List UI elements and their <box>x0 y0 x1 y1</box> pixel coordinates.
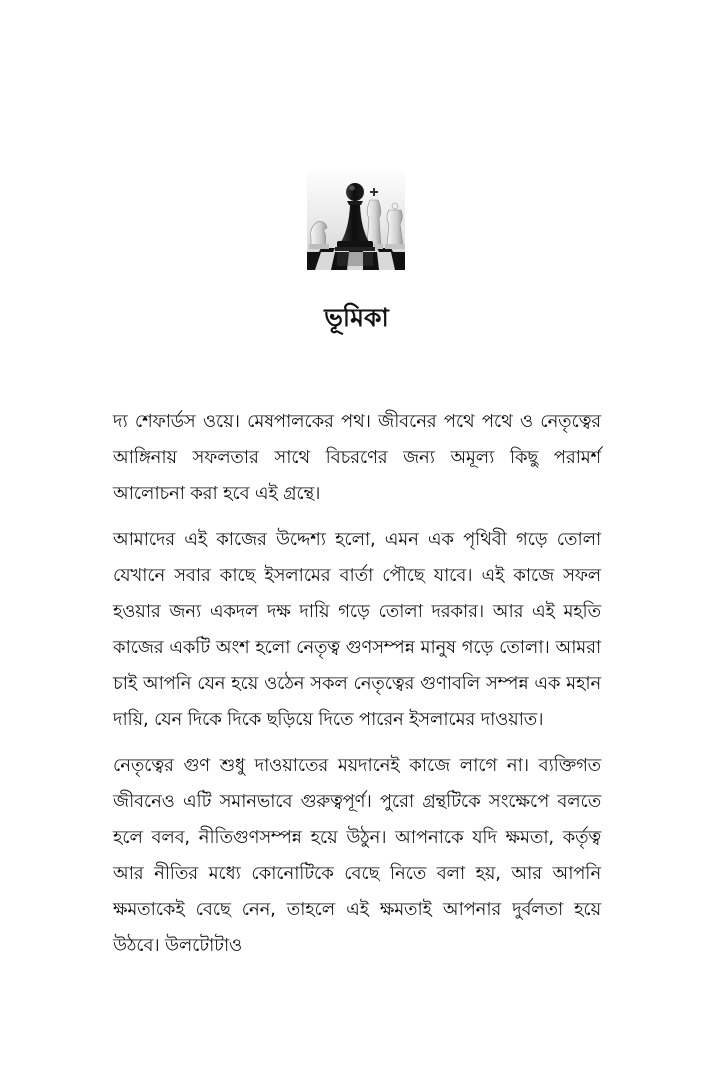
chess-pieces-image <box>307 168 405 270</box>
paragraph-2: আমাদের এই কাজের উদ্দেশ্য হলো, এমন এক পৃথিবী গড়ে তোলা যেখানে সবার কাছে ইসলামের বার্তা পৌছে যাবে। এই কাজে সফল হওয়ার জন্য একদল দক্ষ দায়ি গড়ে তোলা দরকার। আর এই মহতি কাজের একটি অংশ হলো নেতৃত্ব গুণসম্পন্ন মানুষ গড়ে তোলা। আমরা চাই আপনি যেন হয়ে ওঠেন সকল নেতৃত্বের গুণাবলি সম্পন্ন এক মহান দায়ি, যেন দিকে দিকে ছড়িয়ে দিতে পারেন ইসলামের দাওয়াত। <box>113 529 601 730</box>
page-title: ভূমিকা <box>324 303 389 332</box>
paragraph-3: নেতৃত্বের গুণ শুধু দাওয়াতের ময়দানেই কাজে লাগে না। ব্যক্তিগত জীবনেও এটি সমানভাবে গুরুত্বপূর্ণ। পুরো গ্রন্থটিকে সংক্ষেপে বলতে হলে বলব, নীতিগুণসম্পন্ন হয়ে উঠুন। আপনাকে যদি ক্ষমতা, কর্তৃত্ব আর নীতির মধ্যে কোনোটিকে বেছে নিতে বলা হয়, আর আপনি ক্ষমতাকেই বেছে নেন, তাহলে এই ক্ষমতাই আপনার দুর্বলতা হয়ে উঠবে। উলটোটাও <box>113 755 601 956</box>
body-text <box>113 404 601 974</box>
paragraph-1: দ্য শেফার্ডস ওয়ে। মেষপালকের পথ। জীবনের পথে পথে ও নেতৃত্বের আঙ্গিনায় সফলতার সাথে বিচরণের জন্য অমূল্য কিছু পরামর্শ আলোচনা করা হবে এই গ্রন্থে। <box>113 411 601 504</box>
